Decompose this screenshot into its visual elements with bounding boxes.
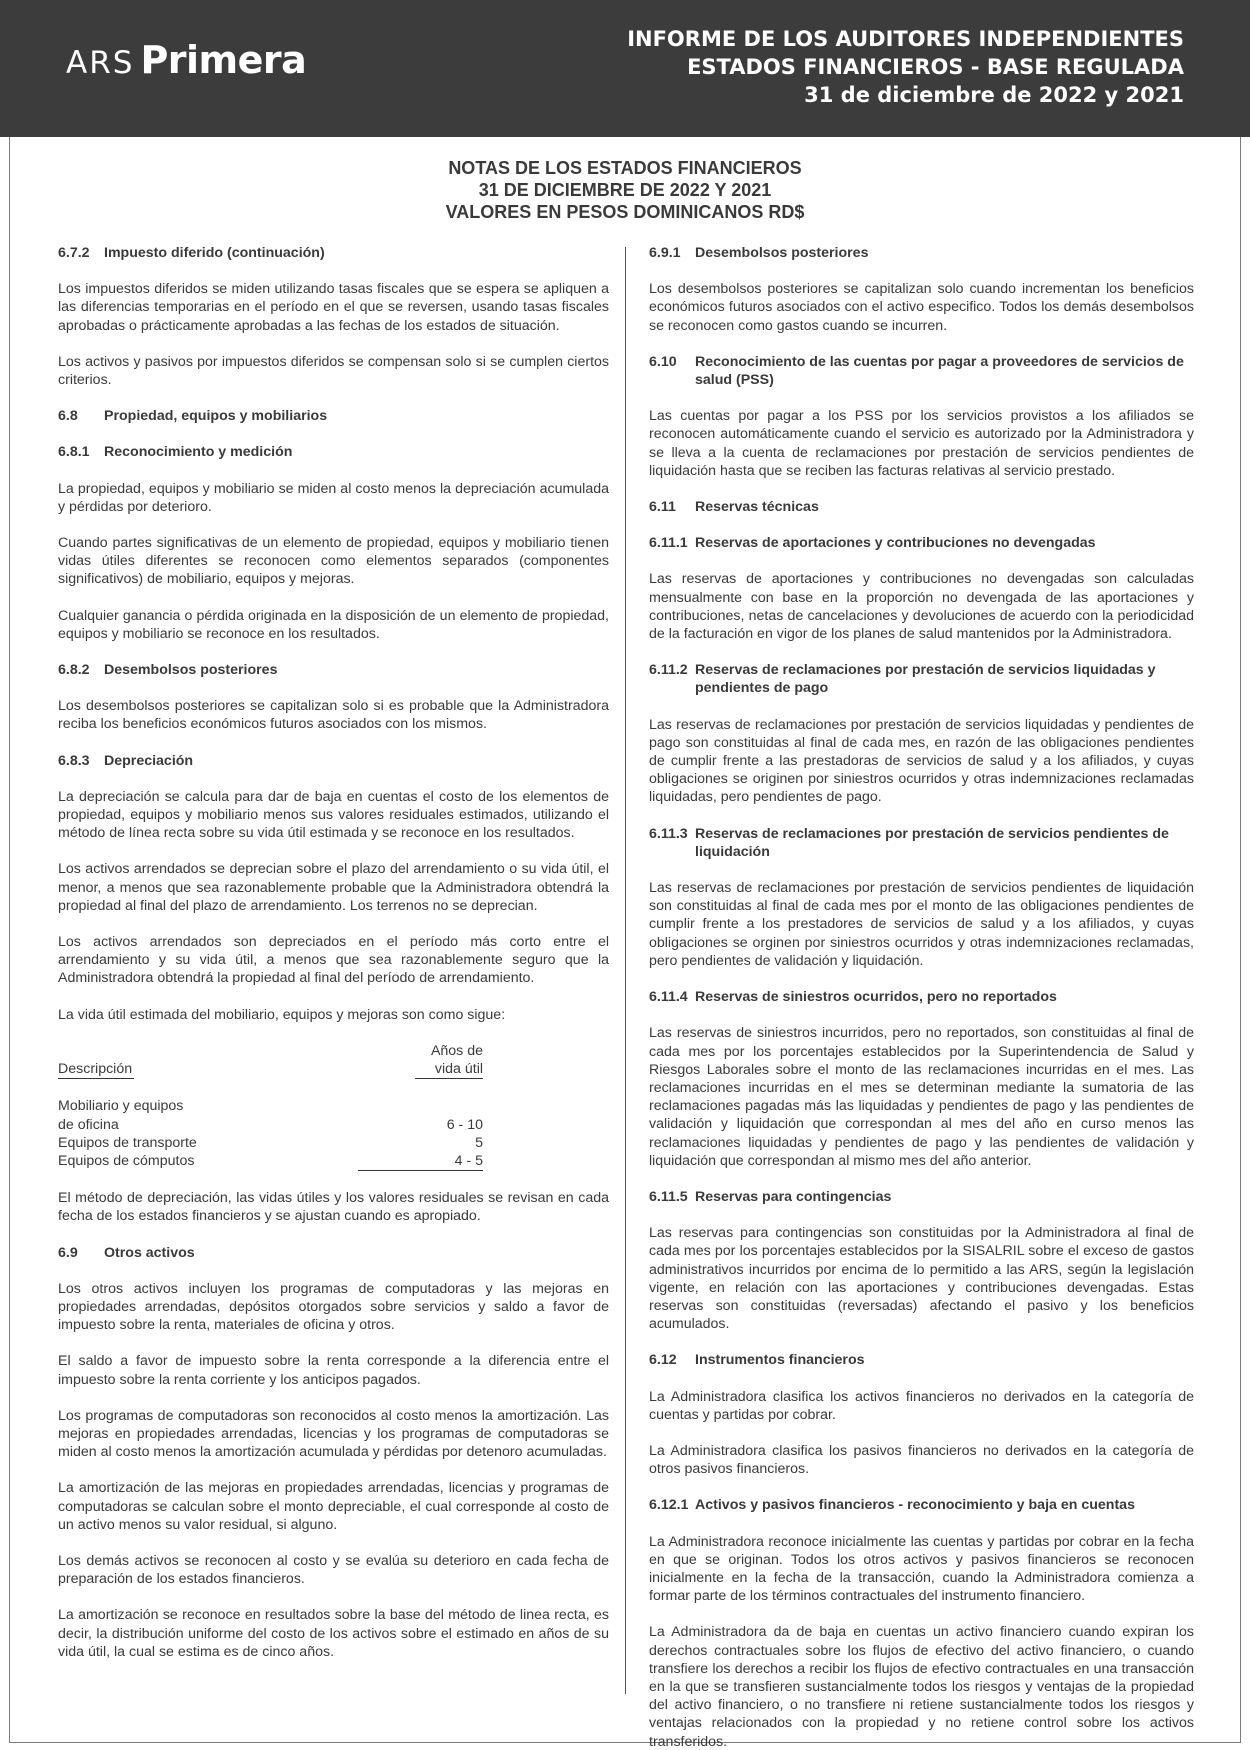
section-heading-6-8: 6.8 Propiedad, equipos y mobiliarios (58, 408, 328, 425)
paragraph: Los desembolsos posteriores se capitalizan solo si es probable que la Administradora reciba los beneficios económicos futuros asociados con los mismos. (58, 698, 609, 733)
description-header: Descripción (58, 1060, 134, 1079)
table-cell: Equipos de cómputos (58, 1153, 195, 1170)
section-heading-6-11-1: 6.11.1 Reservas de aportaciones y contribuciones no devengadas (649, 535, 1096, 552)
paragraph: Los desembolsos posteriores se capitalizan solo cuando incrementan los beneficios económicos futuros asociados con el activo especifico. Todos los demás desembolsos se reconocen como gastos cuando se incurren. (649, 281, 1194, 334)
ars-primera-logo (66, 38, 306, 82)
paragraph: Las reservas de siniestros incurridos, pero no reportados, son constituidas al final de cada mes por los porcentajes establecidos por la Superintendencia de Salud y Riesgos Laborales sobre el monto de las reclamaciones incurridas en el mes. Las reclamaciones incurridas en el mes se determinan mediante la sumatoria de las reclamaciones pagadas más las liquidadas y pendientes de pago y las pendientes de validación y liquidación que correspondan al mes del año en curso menos las reclamaciones liquidadas y pendientes de pago y las pendientes de validación y liquidación que correspondan al mismo mes del año anterior. (649, 1025, 1194, 1169)
column-divider (625, 247, 626, 1694)
years-header-top: Años de (430, 1042, 483, 1059)
paragraph: Los otros activos incluyen los programas de computadoras y las mejoras en propiedades arrendadas, depósitos otorgados sobre servicios y saldo a favor de impuesto sobre la renta, materiales de oficina y otros. (58, 1280, 609, 1334)
useful-life-table (58, 1042, 483, 1171)
paragraph: La vida útil estimada del mobiliario, equipos y mejoras son como sigue: (58, 1006, 506, 1023)
report-title-line-3: 31 de diciembre de 2022 y 2021 (804, 83, 1184, 107)
table-row (58, 1097, 483, 1115)
table-row (58, 1152, 483, 1171)
table-row (58, 1134, 483, 1152)
header-banner (0, 0, 1250, 137)
report-title (627, 25, 1184, 109)
table-header-row (58, 1042, 483, 1060)
left-column (58, 244, 609, 1679)
notes-heading-line-3: VALORES EN PESOS DOMINICANOS RD$ (445, 202, 805, 222)
section-heading-6-9: 6.9 Otros activos (58, 1244, 195, 1261)
paragraph: Las cuentas por pagar a los PSS por los servicios provistos a los afiliados se reconocen automáticamente cuando el servicio es autorizado por la Administradora y se lleva a la cuenta de reclamaciones por prestación de servicios pendientes de liquidación hasta que se reciben las facturas relativas al servicio prestado. (649, 408, 1194, 479)
section-heading-6-9-1: 6.9.1 Desembolsos posteriores (649, 245, 869, 261)
section-heading-6-12-1: 6.12.1 Activos y pasivos financieros - reconocimiento y baja en cuentas (649, 1497, 1135, 1514)
table-cell: 6 - 10 (446, 1116, 483, 1133)
section-heading-6-8-2: 6.8.2 Desembolsos posteriores (58, 662, 278, 679)
paragraph: Los activos arrendados son depreciados en el período más corto entre el arrendamiento y su vida útil, a menos que sea razonablemente seguro que la Administradora obtendrá la propiedad al final del período de arrendamiento. (58, 934, 609, 987)
logo-primera-text: Primera (140, 38, 307, 82)
table-cell: 4 - 5 (358, 1152, 483, 1171)
paragraph: La propiedad, equipos y mobiliario se miden al costo menos la depreciación acumulada y pérdidas por deterioro. (58, 480, 609, 515)
paragraph: Las reservas de aportaciones y contribuciones no devengadas son calculadas mensualmente con base en la proporción no devengada de las aportaciones y contribuciones, netas de cancelaciones y devoluciones de acuerdo con la periodicidad de la facturación en vigor de los planes de salud mantenidos por la Administradora. (649, 571, 1194, 643)
logo-ars-text: ARS (66, 45, 135, 81)
paragraph: La amortización se reconoce en resultados sobre la base del método de linea recta, es decir, la distribución uniforme del costo de los activos sobre el estimado en años de su vida útil, la cual se estima es de cinco años. (58, 1607, 609, 1660)
section-heading-6-11-4: 6.11.4 Reservas de siniestros ocurridos, pero no reportados (649, 989, 1057, 1006)
years-header-bottom: vida útil (415, 1060, 483, 1079)
paragraph: La Administradora da de baja en cuentas un activo financiero cuando expiran los derechos contractuales sobre los flujos de efectivo del activo financiero, o cuando transfiere los derechos a recibir los flujos de efectivo contractuales en una transacción en la que se transfieren sustancialmente todos los riesgos y ventajas de la propiedad del activo financiero, o no transfiere ni retiene sustancialmente todos los riesgos y ventajas relacionados con la propiedad y no retiene control sobre los activos transferidos. (649, 1624, 1194, 1750)
table-cell: Equipos de transporte (58, 1134, 197, 1151)
notes-heading-line-2: 31 DE DICIEMBRE DE 2022 Y 2021 (478, 180, 772, 200)
paragraph: El método de depreciación, las vidas útiles y los valores residuales se revisan en cada fecha de los estados financieros y se ajustan cuando es apropiado. (58, 1190, 609, 1225)
table-cell: de oficina (58, 1116, 119, 1133)
notes-heading-line-1: NOTAS DE LOS ESTADOS FINANCIEROS (448, 158, 802, 178)
section-heading-6-8-1: 6.8.1 Reconocimiento y medición (58, 444, 293, 461)
notes-heading (0, 157, 1250, 223)
report-title-line-1: INFORME DE LOS AUDITORES INDEPENDIENTES (627, 27, 1184, 51)
right-column (649, 244, 1194, 1750)
section-heading-6-11-2: 6.11.2 Reservas de reclamaciones por prestación de servicios liquidadas y pendientes de pago (649, 662, 1156, 697)
section-heading-6-11-3: 6.11.3 Reservas de reclamaciones por prestación de servicios pendientes de liquidación (649, 825, 1169, 860)
paragraph: Los demás activos se reconocen al costo y se evalúa su deterioro en cada fecha de preparación de los estados financieros. (58, 1552, 609, 1588)
paragraph: Cuando partes significativas de un elemento de propiedad, equipos y mobiliario tienen vidas útiles diferentes se reconocen como elementos separados (componentes significativos) de mobiliario, equipos y mejoras. (58, 535, 609, 588)
paragraph: La Administradora reconoce inicialmente las cuentas y partidas por cobrar en la fecha en que se originan. Todos los otros activos y pasivos financieros se reconocen inicialmente en la fecha de la transacción, cuando la Administradora comienza a formar parte de los términos contractuales del instrumento financiero. (649, 1533, 1194, 1605)
section-heading-6-10: 6.10 Reconocimiento de las cuentas por pagar a proveedores de servicios de salud (PSS) (649, 353, 1184, 389)
paragraph: Los activos y pasivos por impuestos diferidos se compensan solo si se cumplen ciertos criterios. (58, 353, 609, 389)
paragraph: Los activos arrendados se deprecian sobre el plazo del arrendamiento o su vida útil, el menor, a menos que sea razonablemente probable que la Administradora obtendrá la propiedad al final del plazo de arrendamiento. Los terrenos no se deprecian. (58, 861, 609, 914)
paragraph: La depreciación se calcula para dar de baja en cuentas el costo de los elementos de propiedad, equipos y mobiliario menos sus valores residuales estimados, utilizando el método de línea recta sobre su vida útil estimada y se reconoce en los resultados. (58, 788, 609, 842)
report-title-line-2: ESTADOS FINANCIEROS - BASE REGULADA (687, 55, 1184, 79)
table-header-row (58, 1060, 483, 1079)
table-cell: Mobiliario y equipos (58, 1098, 184, 1115)
table-row (58, 1116, 483, 1134)
paragraph: Las reservas para contingencias son constituidas por la Administradora al final de cada mes por los porcentajes establecidos por la SISALRIL sobre el exceso de gastos administrativos incurridos por encima de lo permitido a las ARS, según la legislación vigente, en relación con las aportaciones y contribuciones devengadas. Estas reservas son constituidas (reversadas) afectando el pasivo y los beneficios acumulados. (649, 1225, 1194, 1333)
paragraph: El saldo a favor de impuesto sobre la renta corresponde a la diferencia entre el impuesto sobre la renta corriente y los anticipos pagados. (58, 1353, 609, 1388)
paragraph: Las reservas de reclamaciones por prestación de servicios liquidadas y pendientes de pago son constituidas al final de cada mes, en razón de las obligaciones pendientes de cumplir frente a las prestadoras de servicios de salud y a los afiliados, y cuyas obligaciones se originen por siniestros ocurridos y otras indemnizaciones reclamadas liquidadas, pero pendientes de pago. (649, 716, 1194, 806)
paragraph: La Administradora clasifica los activos financieros no derivados en la categoría de cuentas y partidas por cobrar. (649, 1388, 1194, 1423)
paragraph: Cualquier ganancia o pérdida originada en la disposición de un elemento de propiedad, equipos y mobiliario se reconoce en los resultados. (58, 607, 609, 642)
section-heading-6-11: 6.11 Reservas técnicas (649, 499, 819, 516)
section-heading-6-11-5: 6.11.5 Reservas para contingencias (649, 1188, 892, 1205)
table-cell: 5 (475, 1134, 483, 1151)
section-heading-6-7-2: 6.7.2 Impuesto diferido (continuación) (58, 245, 325, 261)
paragraph: La amortización de las mejoras en propiedades arrendadas, licencias y programas de computadoras se calculan sobre el monto depreciable, el cual corresponde al costo de un activo menos su valor residual, si alguno. (58, 1480, 609, 1533)
section-heading-6-8-3: 6.8.3 Depreciación (58, 752, 194, 769)
paragraph: Los programas de computadoras son reconocidos al costo menos la amortización. Las mejoras en propiedades arrendadas, licencias y los programas de computadoras se miden al costo menos la amortización acumulada y pérdidas por detenoro acumuladas. (58, 1407, 609, 1461)
section-heading-6-12: 6.12 Instrumentos financieros (649, 1352, 865, 1369)
paragraph: La Administradora clasifica los pasivos financieros no derivados en la categoría de otros pasivos financieros. (649, 1442, 1194, 1478)
paragraph: Los impuestos diferidos se miden utilizando tasas fiscales que se espera se apliquen a las diferencias temporarias en el período en el que se reversen, usando tasas fiscales aprobadas o prácticamente aprobadas a las fechas de los estados de situación. (58, 281, 609, 334)
paragraph: Las reservas de reclamaciones por prestación de servicios pendientes de liquidación son constituidas al final de cada mes por el monto de las obligaciones pendientes de cumplir frente a los prestadores de servicios de salud y a los afiliados, y cuyas obligaciones se orginen por siniestros ocurridos y otras indemnizaciones reclamadas, pero pendientes de validación y liquidación. (649, 880, 1194, 969)
